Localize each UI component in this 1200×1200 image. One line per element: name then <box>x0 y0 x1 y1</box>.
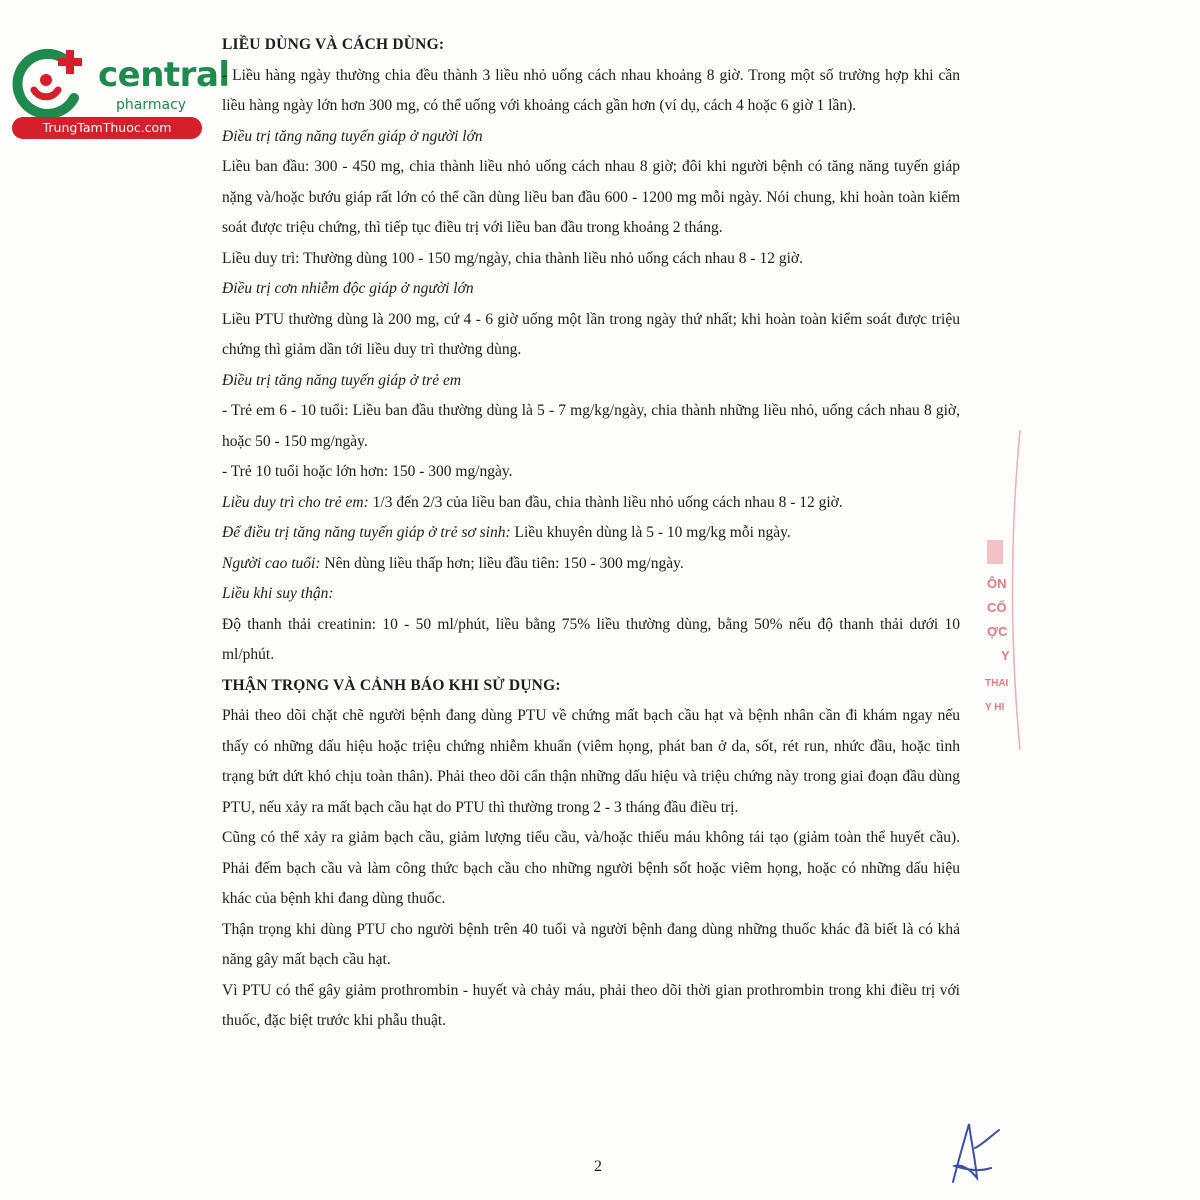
logo-subtitle: pharmacy <box>116 97 187 113</box>
inline-text: Nên dùng liều thấp hơn; liều đầu tiên: 150 - 300 mg/ngày. <box>320 554 684 572</box>
page-number: 2 <box>594 1158 602 1175</box>
official-stamp <box>975 430 1025 750</box>
signature <box>945 1118 1005 1188</box>
paragraph: Độ thanh thải creatinin: 10 - 50 ml/phút, liều bằng 75% liều thường dùng, bằng 50% nếu độ thanh thải dưới 10 ml/phút. <box>222 615 960 663</box>
paragraph: - Trẻ em 6 - 10 tuổi: Liều ban đầu thường dùng là 5 - 7 mg/kg/ngày, chia thành những liều nhỏ, uống cách nhau 8 giờ, hoặc 50 - 150 mg/ngày. <box>222 402 960 450</box>
subheading: Liều khi suy thận: <box>222 585 334 602</box>
stamp-fragment: ÔN <box>987 576 1007 591</box>
subheading: Điều trị cơn nhiễm độc giáp ở người lớn <box>222 280 474 297</box>
subheading: Điều trị tăng năng tuyến giáp ở trẻ em <box>222 371 462 389</box>
document-body <box>222 30 960 1037</box>
inline-label: Liều duy trì cho trẻ em: <box>222 493 369 511</box>
inline-label: Người cao tuổi: <box>222 554 321 572</box>
stamp-fragment: THAI <box>985 678 1009 689</box>
pharmacy-cross-icon <box>10 44 92 124</box>
paragraph: Liều ban đầu: 300 - 450 mg, chia thành liều nhỏ uống cách nhau 8 giờ; đôi khi người bệnh có tăng năng tuyến giáp nặng và/hoặc bướu giáp rất lớn có thể cần dùng liều ban đầu 600 - 1200 mg mỗi ngày. Nói chung, khi hoàn toàn kiểm soát được triệu chứng, thì tiếp tục điều trị với liều ban đầu trong khoảng 2 tháng. <box>222 158 960 236</box>
section-heading-warnings: THẬN TRỌNG VÀ CẢNH BÁO KHI SỬ DỤNG: <box>222 676 561 694</box>
section-heading-dosage: LIỀU DÙNG VÀ CÁCH DÙNG: <box>222 36 445 53</box>
paragraph <box>222 549 960 580</box>
paragraph <box>222 518 960 549</box>
paragraph: Thận trọng khi dùng PTU cho người bệnh trên 40 tuổi và người bệnh đang dùng những thuốc khác đã biết là có khả năng gây mất bạch cầu hạt. <box>222 920 960 968</box>
central-pharmacy-logo <box>10 40 230 140</box>
logo-title: central <box>98 55 230 95</box>
paragraph: Phải theo dõi chặt chẽ người bệnh đang dùng PTU về chứng mất bạch cầu hạt và bệnh nhân cần đi khám ngay nếu thấy có những dấu hiệu hoặc triệu chứng nhiễm khuẩn (viêm họng, phát ban ở da, sốt, rét run, nhức đầu, hoặc tình trạng bứt dứt khó chịu toàn thân). Phải theo dõi cẩn thận những dấu hiệu và triệu chứng này trong giai đoạn đầu dùng PTU, nếu xảy ra mất bạch cầu hạt do PTU thì thường trong 2 - 3 tháng đầu điều trị. <box>222 707 960 816</box>
paragraph: Liều PTU thường dùng là 200 mg, cứ 4 - 6 giờ uống một lần trong ngày thứ nhất; khi hoàn toàn kiểm soát được triệu chứng thì giảm dần tới liều duy trì thường dùng. <box>222 310 960 358</box>
inline-label: Để điều trị tăng năng tuyến giáp ở trẻ sơ sinh: <box>222 524 511 541</box>
stamp-fragment: Y <box>1001 648 1010 663</box>
paragraph: - Trẻ 10 tuổi hoặc lớn hơn: 150 - 300 mg/ngày. <box>222 463 513 480</box>
paragraph: Liều duy trì: Thường dùng 100 - 150 mg/ngày, chia thành liều nhỏ uống cách nhau 8 - 12 giờ. <box>222 249 803 267</box>
paragraph: Vì PTU có thể gây giảm prothrombin - huyết và chảy máu, phải theo dõi thời gian prothrombin trong khi điều trị với thuốc, đặc biệt trước khi phẫu thuật. <box>222 981 960 1029</box>
paragraph <box>222 488 960 519</box>
stamp-fragment: Y HI <box>985 702 1005 713</box>
stamp-fragment: CỔ <box>987 600 1007 615</box>
paragraph: Cũng có thể xảy ra giảm bạch cầu, giảm lượng tiểu cầu, và/hoặc thiếu máu không tái tạo (giảm toàn thể huyết cầu). Phải đếm bạch cầu và làm công thức bạch cầu cho những người bệnh sốt hoặc viêm họng, hoặc có những dấu hiệu khác của bệnh khi đang dùng thuốc. <box>222 829 960 907</box>
inline-text: 1/3 đến 2/3 của liều ban đầu, chia thành liều nhỏ uống cách nhau 8 - 12 giờ. <box>368 493 843 511</box>
paragraph: - Liều hàng ngày thường chia đều thành 3 liều nhỏ uống cách nhau khoảng 8 giờ. Trong một số trường hợp khi cần liều hàng ngày lớn hơn 300 mg, có thể uống với khoảng cách gần hơn (ví dụ, cách 4 hoặc 6 giờ 1 lần). <box>222 66 960 114</box>
subheading: Điều trị tăng năng tuyến giáp ở người lớn <box>222 127 483 145</box>
inline-text: Liều khuyên dùng là 5 - 10 mg/kg mỗi ngày. <box>510 524 791 541</box>
stamp-fragment: ỢC <box>987 624 1008 639</box>
logo-website: TrungTamThuoc.com <box>12 117 202 139</box>
